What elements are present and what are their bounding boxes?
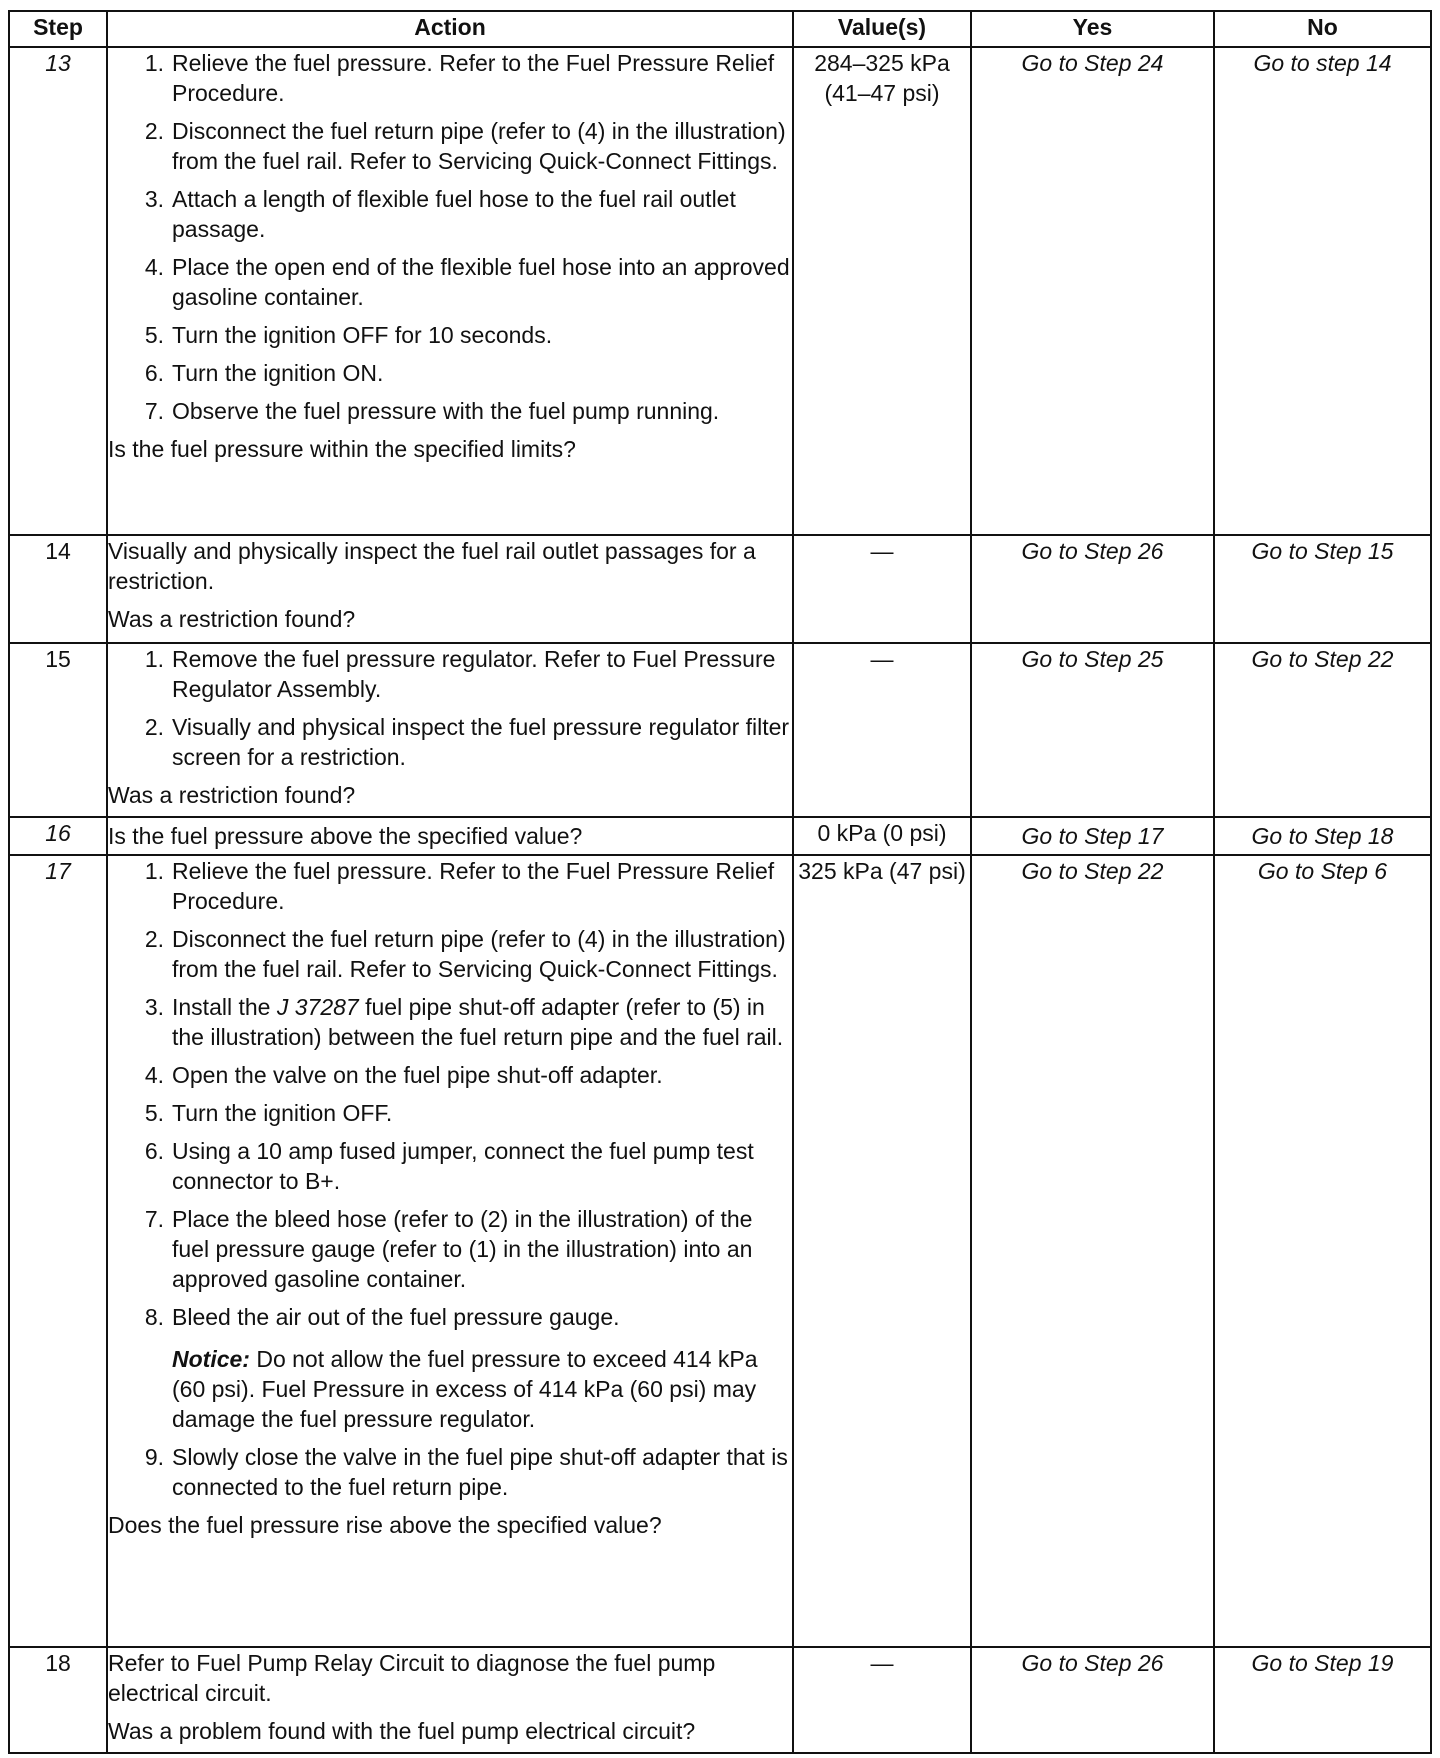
table-row-step-15 [9, 643, 1431, 817]
diagnostic-table [8, 10, 1432, 1754]
step-number: 18 [9, 1647, 107, 1753]
no-goto: Go to step 14 [1214, 47, 1431, 535]
no-goto: Go to Step 22 [1214, 643, 1431, 817]
step-number: 14 [9, 535, 107, 643]
value-cell: 325 kPa (47 psi) [793, 855, 971, 1647]
list-item: 5. Turn the ignition OFF. [144, 1100, 393, 1126]
question-text: Was a restriction found? [108, 606, 356, 632]
tool-ref: J 37287 [276, 994, 359, 1020]
list-item: 2. Disconnect the fuel return pipe (refer to (4) in the illustration) from the fuel rail. Refer to Servicing Quick-Connect Fittings. [144, 118, 786, 174]
step-number: 13 [9, 47, 107, 535]
list-item: 1. Remove the fuel pressure regulator. Refer to Fuel Pressure Regulator Assembly. [144, 646, 776, 702]
action-list [108, 856, 792, 1502]
no-goto: Go to Step 15 [1214, 535, 1431, 643]
action-cell [107, 1647, 793, 1753]
question-text: Is the fuel pressure within the specified limits? [108, 436, 576, 462]
list-item: 6. Using a 10 amp fused jumper, connect the fuel pump test connector to B+. [144, 1138, 754, 1194]
value-cell: — [793, 643, 971, 817]
list-item: 2. Visually and physical inspect the fuel pressure regulator filter screen for a restriction. [144, 714, 790, 770]
value-cell: 0 kPa (0 psi) [793, 817, 971, 855]
notice [172, 1344, 792, 1434]
action-cell [107, 855, 793, 1647]
question-text: Was a restriction found? [108, 782, 356, 808]
list-item: 2. Disconnect the fuel return pipe (refer to (4) in the illustration) from the fuel rail. Refer to Servicing Quick-Connect Fittings. [144, 926, 786, 982]
step-number: 15 [9, 643, 107, 817]
notice-text: Do not allow the fuel pressure to exceed 414 kPa (60 psi). Fuel Pressure in excess of 414 kPa (60 psi) may damage the fuel pressure regulator. [172, 1346, 758, 1432]
no-goto: Go to Step 18 [1214, 817, 1431, 855]
list-item: 7. Place the bleed hose (refer to (2) in the illustration) of the fuel pressure gauge (refer to (1) in the illustration) into an approved gasoline container. [144, 1206, 753, 1292]
header-yes: Yes [971, 11, 1214, 47]
step-number: 17 [9, 855, 107, 1647]
notice-label: Notice: [172, 1346, 250, 1372]
table-row-step-18 [9, 1647, 1431, 1753]
step-number: 16 [9, 817, 107, 855]
table-row-step-13 [9, 47, 1431, 535]
list-item: 9. Slowly close the valve in the fuel pipe shut-off adapter that is connected to the fuel return pipe. [144, 1444, 788, 1500]
header-values: Value(s) [793, 11, 971, 47]
list-item: 7. Observe the fuel pressure with the fuel pump running. [144, 398, 720, 424]
yes-goto: Go to Step 24 [971, 47, 1214, 535]
question-text: Is the fuel pressure above the specified value? [108, 823, 583, 849]
header-no: No [1214, 11, 1431, 47]
yes-goto: Go to Step 25 [971, 643, 1214, 817]
header-action: Action [107, 11, 793, 47]
action-text: Refer to Fuel Pump Relay Circuit to diagnose the fuel pump electrical circuit. [108, 1650, 716, 1706]
list-item: 4. Open the valve on the fuel pipe shut-off adapter. [144, 1062, 663, 1088]
list-item: 3. Install the J 37287 fuel pipe shut-off adapter (refer to (5) in the illustration) between the fuel return pipe and the fuel rail. [144, 994, 784, 1050]
action-cell [107, 47, 793, 535]
action-list [108, 644, 792, 772]
value-cell: — [793, 535, 971, 643]
table-row-step-17 [9, 855, 1431, 1647]
table-row-step-16 [9, 817, 1431, 855]
yes-goto: Go to Step 26 [971, 1647, 1214, 1753]
value-text: (41–47 psi) [824, 80, 940, 106]
question-text: Does the fuel pressure rise above the specified value? [108, 1512, 662, 1538]
action-cell [107, 643, 793, 817]
action-text: Visually and physically inspect the fuel rail outlet passages for a restriction. [108, 538, 756, 594]
action-cell [107, 535, 793, 643]
action-cell [107, 817, 793, 855]
list-item: 8. Bleed the air out of the fuel pressure gauge. Notice: Do not allow the fuel pressure to exceed 414 kPa (60 psi). Fuel Pressure in excess of 414 kPa (60 psi) may damage the fuel pressure regulator. [108, 1302, 792, 1434]
list-item: 1. Relieve the fuel pressure. Refer to the Fuel Pressure Relief Procedure. [144, 858, 775, 914]
question-text: Was a problem found with the fuel pump electrical circuit? [108, 1718, 696, 1744]
list-item: 4. Place the open end of the flexible fuel hose into an approved gasoline container. [144, 254, 790, 310]
value-text: 284–325 kPa [814, 50, 950, 76]
yes-goto: Go to Step 22 [971, 855, 1214, 1647]
header-row [9, 11, 1431, 47]
no-goto: Go to Step 19 [1214, 1647, 1431, 1753]
value-cell: — [793, 1647, 971, 1753]
list-item: 5. Turn the ignition OFF for 10 seconds. [144, 322, 553, 348]
yes-goto: Go to Step 17 [971, 817, 1214, 855]
value-cell [793, 47, 971, 535]
list-item: 3. Attach a length of flexible fuel hose to the fuel rail outlet passage. [144, 186, 736, 242]
header-step: Step [9, 11, 107, 47]
yes-goto: Go to Step 26 [971, 535, 1214, 643]
no-goto: Go to Step 6 [1214, 855, 1431, 1647]
action-list [108, 48, 792, 426]
table-row-step-14 [9, 535, 1431, 643]
list-item: 1. Relieve the fuel pressure. Refer to the Fuel Pressure Relief Procedure. [144, 50, 775, 106]
list-item: 6. Turn the ignition ON. [144, 360, 384, 386]
